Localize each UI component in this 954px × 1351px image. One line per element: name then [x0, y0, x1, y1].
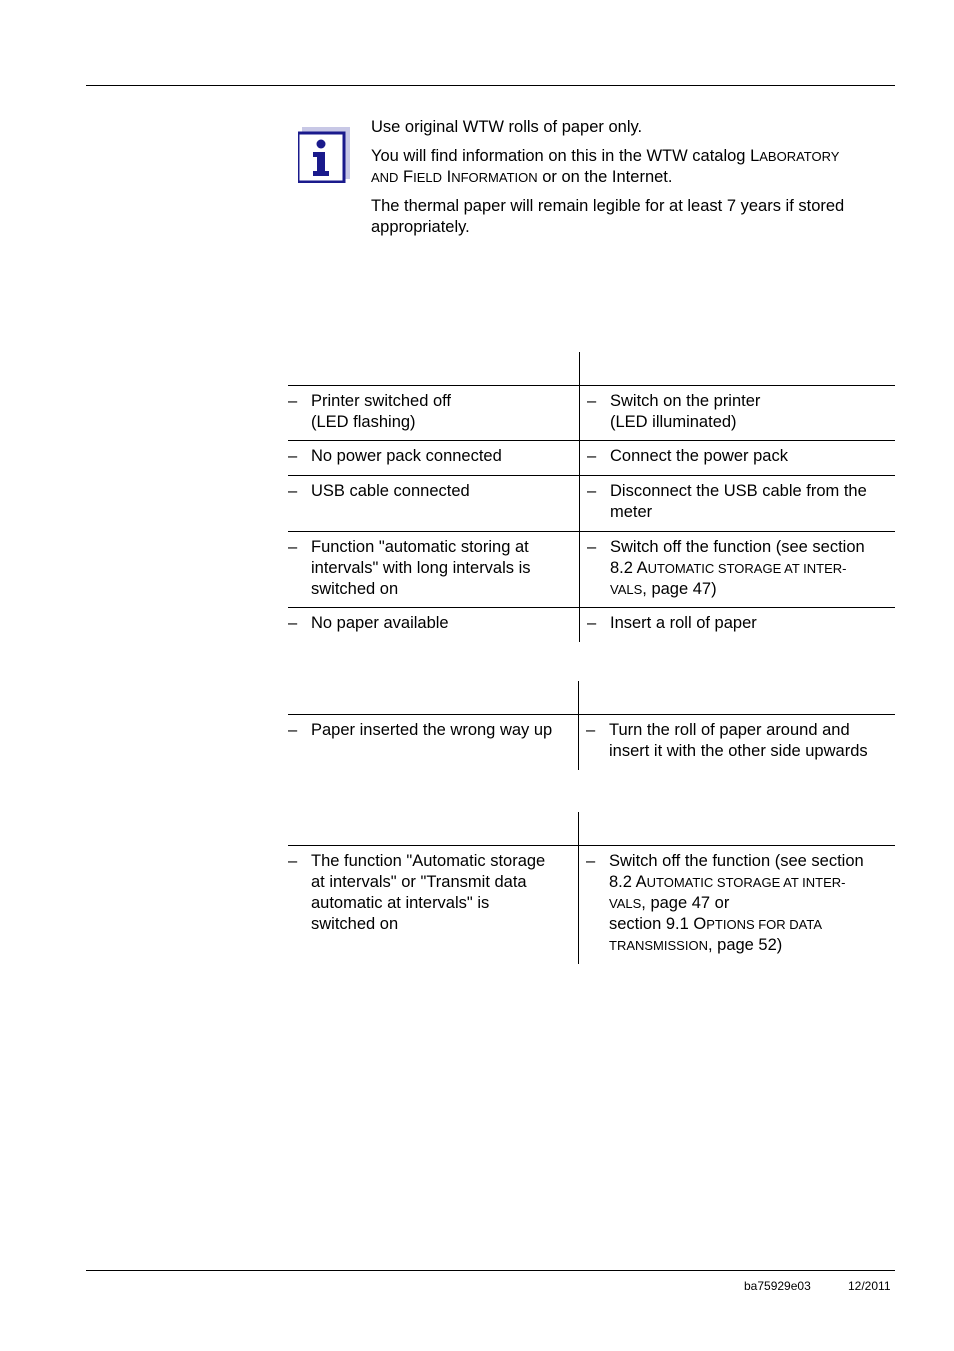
column-divider	[578, 846, 579, 964]
cause-text: USB cable connected	[311, 482, 470, 500]
footer-doc-id: ba75929e03	[744, 1279, 811, 1293]
troubleshooting-table	[288, 681, 895, 770]
info-note	[371, 117, 891, 246]
remedy-text: Disconnect the USB cable from the meter	[610, 482, 867, 521]
dash-bullet: –	[587, 614, 597, 632]
remedy-text: Switch off the function (see section 8.2 AUTOMATIC STORAGE AT INTER- VALS, page 47)	[610, 538, 865, 598]
dash-bullet: –	[587, 392, 597, 410]
info-icon	[298, 127, 350, 183]
remedy-text: Connect the power pack	[610, 447, 788, 465]
table-row	[288, 441, 895, 476]
column-divider	[579, 476, 580, 531]
troubleshooting-table	[288, 352, 895, 642]
table-row	[288, 476, 895, 532]
remedy-text: Turn the roll of paper around and insert it with the other side upwards	[609, 721, 868, 760]
table-row	[288, 386, 895, 441]
dash-bullet: –	[586, 852, 596, 870]
dash-bullet: –	[288, 721, 298, 739]
column-divider	[579, 441, 580, 475]
table-row	[288, 532, 895, 608]
column-divider	[578, 812, 579, 845]
dash-bullet: –	[586, 721, 596, 739]
dash-bullet: –	[288, 852, 298, 870]
troubleshooting-table	[288, 812, 895, 964]
header-rule	[86, 85, 895, 86]
dash-bullet: –	[587, 482, 597, 500]
cause-text: Printer switched off (LED flashing)	[311, 392, 452, 431]
table-row	[288, 715, 895, 770]
column-divider	[579, 532, 580, 607]
cause-text: Function "automatic storing at intervals" with long intervals is switched on	[311, 538, 531, 598]
footer-rule	[86, 1270, 895, 1271]
dash-bullet: –	[587, 447, 597, 465]
cause-text: No power pack connected	[311, 447, 502, 465]
cause-text: The function "Automatic storage at intervals" or "Transmit data automatic at intervals" is switched on	[311, 852, 546, 933]
remedy-text: Switch on the printer (LED illuminated)	[610, 392, 761, 431]
column-divider	[578, 681, 579, 714]
cause-text: No paper available	[311, 614, 449, 632]
column-divider	[579, 608, 580, 642]
dash-bullet: –	[288, 447, 298, 465]
table-row	[288, 846, 895, 964]
column-divider	[578, 715, 579, 770]
remedy-text: Switch off the function (see section 8.2 AUTOMATIC STORAGE AT INTER- VALS, page 47 or section 9.1 OPTIONS FOR DATA TRANSMISSION, page 52)	[609, 852, 864, 954]
table-header	[288, 352, 895, 386]
footer-date: 12/2011	[848, 1279, 891, 1293]
dash-bullet: –	[288, 392, 298, 410]
table-row	[288, 608, 895, 642]
column-divider	[579, 352, 580, 385]
dash-bullet: –	[288, 482, 298, 500]
note-line-2: You will find information on this in the WTW catalog LABORATORY AND FIELD INFORMATION or on the Internet.	[371, 147, 840, 186]
table-header	[288, 681, 895, 715]
cause-text: Paper inserted the wrong way up	[311, 721, 553, 739]
note-line-1: Use original WTW rolls of paper only.	[371, 118, 643, 136]
note-line-3: The thermal paper will remain legible for at least 7 years if stored appropriately.	[371, 197, 845, 236]
column-divider	[579, 386, 580, 440]
dash-bullet: –	[288, 538, 298, 556]
table-header	[288, 812, 895, 846]
dash-bullet: –	[288, 614, 298, 632]
remedy-text: Insert a roll of paper	[610, 614, 757, 632]
dash-bullet: –	[587, 538, 597, 556]
